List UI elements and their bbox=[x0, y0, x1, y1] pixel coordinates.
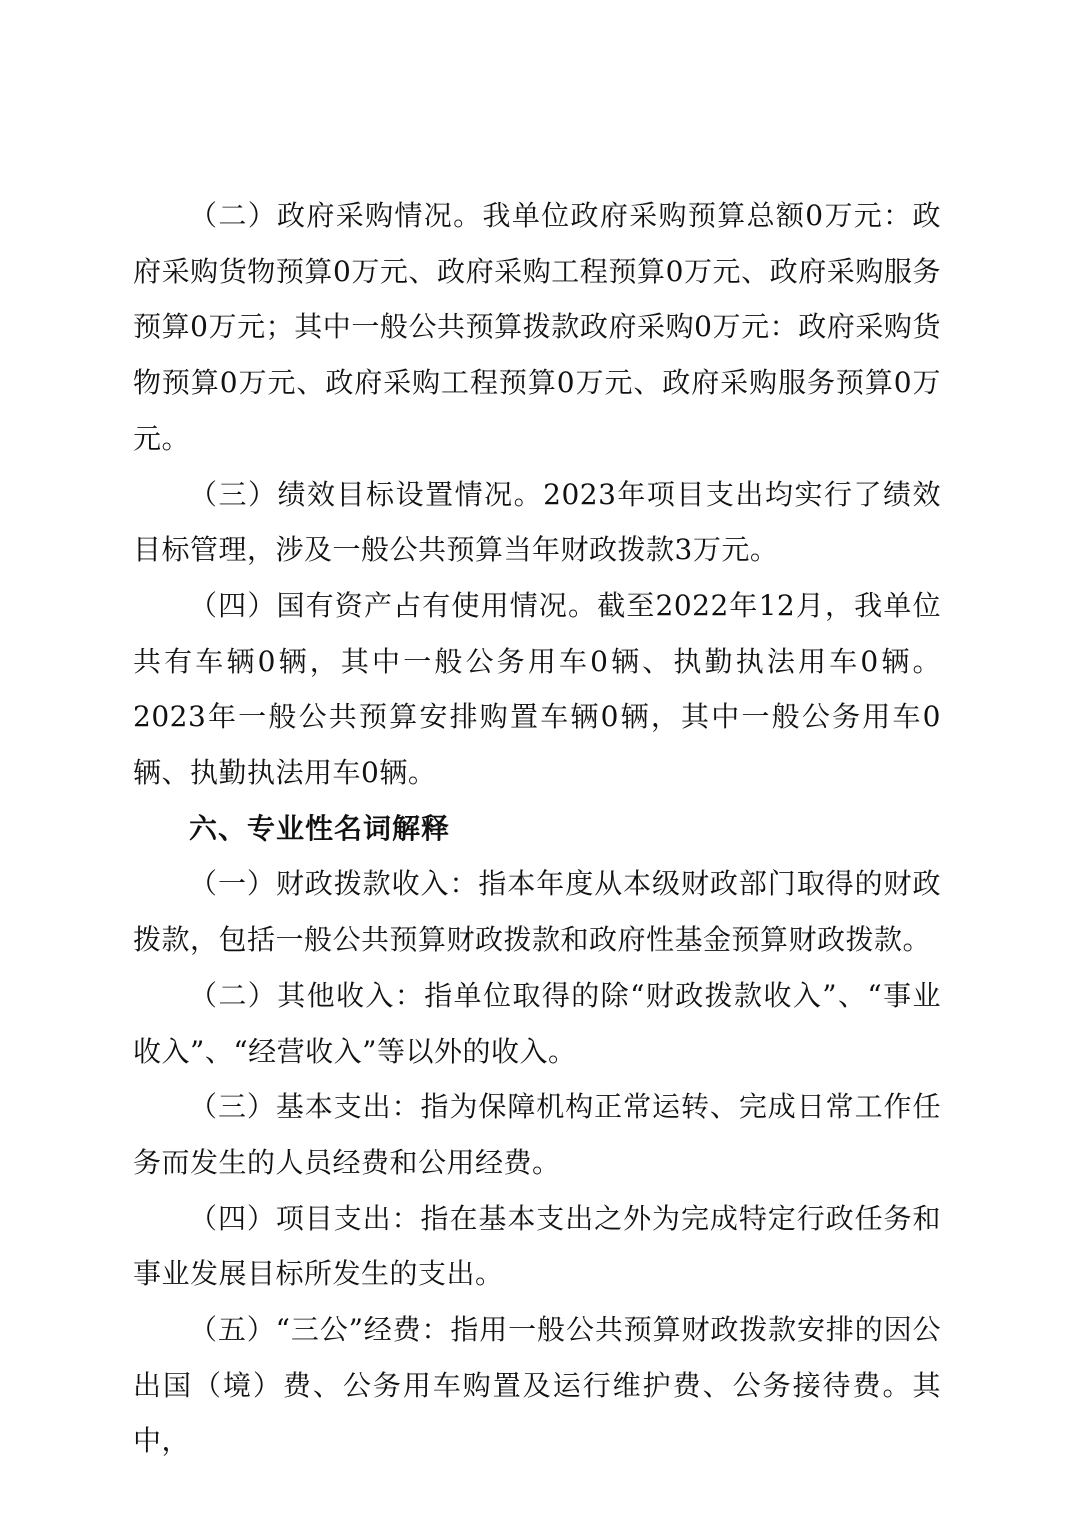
definition-fiscal-appropriation-income: （一）财政拨款收入：指本年度从本级财政部门取得的财政拨款，包括一般公共预算财政拨款和政府性基金预算财政拨款。 bbox=[133, 867, 941, 957]
definition-other-income: （二）其他收入：指单位取得的除“财政拨款收入”、“事业收入”、“经营收入”等以外的收入。 bbox=[133, 978, 941, 1068]
paragraph-performance-targets: （三）绩效目标设置情况。2023年项目支出均实行了绩效目标管理，涉及一般公共预算当年财政拨款3万元。 bbox=[133, 477, 941, 567]
definition-project-expenditure: （四）项目支出：指在基本支出之外为完成特定行政任务和事业发展目标所发生的支出。 bbox=[133, 1201, 941, 1291]
definition-three-public-expenses: （五）“三公”经费：指用一般公共预算财政拨款安排的因公出国（境）费、公务用车购置及运行维护费、公务接待费。其中， bbox=[133, 1313, 941, 1458]
document-body bbox=[133, 188, 941, 1469]
paragraph-government-procurement: （二）政府采购情况。我单位政府采购预算总额0万元：政府采购货物预算0万元、政府采购工程预算0万元、政府采购服务预算0万元；其中一般公共预算拨款政府采购0万元：政府采购货物预算0万元、政府采购工程预算0万元、政府采购服务预算0万元。 bbox=[133, 199, 941, 455]
section-heading: 六、专业性名词解释 bbox=[189, 811, 451, 845]
definition-basic-expenditure: （三）基本支出：指为保障机构正常运转、完成日常工作任务而发生的人员经费和公用经费。 bbox=[133, 1090, 941, 1179]
paragraph-state-assets: （四）国有资产占有使用情况。截至2022年12月，我单位共有车辆0辆，其中一般公务用车0辆、执勤执法用车0辆。2023年一般公共预算安排购置车辆0辆，其中一般公务用车0辆、执勤执法用车0辆。 bbox=[133, 588, 941, 790]
